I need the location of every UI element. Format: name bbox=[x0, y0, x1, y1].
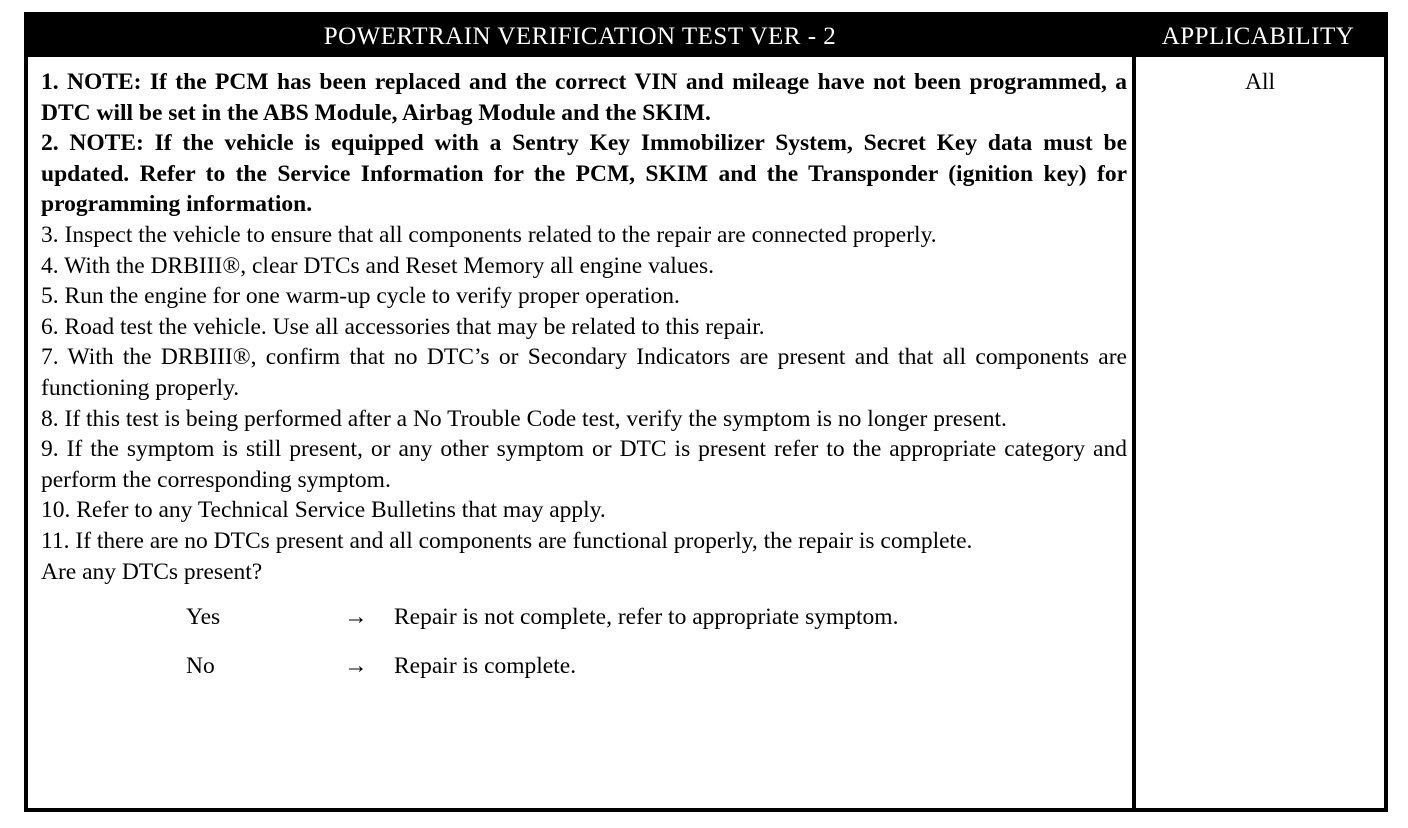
table-header bbox=[28, 16, 1384, 57]
test-table bbox=[24, 12, 1388, 812]
step-1: 1. NOTE: If the PCM has been replaced and the correct VIN and mileage have not been programmed, a DTC will be set in the ABS Module, Airbag Module and the SKIM. bbox=[41, 69, 1127, 126]
question: Are any DTCs present? bbox=[41, 558, 263, 585]
answer-no-key: No bbox=[186, 653, 215, 680]
step-10: 10. Refer to any Technical Service Bulletins that may apply. bbox=[41, 497, 606, 524]
step-5: 5. Run the engine for one warm-up cycle to verify proper operation. bbox=[41, 283, 680, 310]
step-4: 4. With the DRBIII®, clear DTCs and Reset Memory all engine values. bbox=[41, 252, 715, 279]
step-11: 11. If there are no DTCs present and all components are functional properly, the repair is complete. bbox=[41, 527, 973, 554]
test-title: POWERTRAIN VERIFICATION TEST VER - 2 bbox=[323, 22, 837, 50]
answer-no-result: Repair is complete. bbox=[394, 653, 577, 680]
step-7: 7. With the DRBIII®, confirm that no DTC’s or Secondary Indicators are present and that all components are functioning properly. bbox=[41, 344, 1127, 401]
answer-yes-key: Yes bbox=[186, 604, 221, 631]
answer-yes-result: Repair is not complete, refer to appropriate symptom. bbox=[394, 604, 899, 631]
step-8: 8. If this test is being performed after a No Trouble Code test, verify the symptom is no longer present. bbox=[41, 405, 1007, 432]
answer-options bbox=[41, 602, 1127, 700]
step-6: 6. Road test the vehicle. Use all accessories that may be related to this repair. bbox=[41, 313, 765, 340]
arrow-icon: → bbox=[344, 604, 368, 631]
step-2: 2. NOTE: If the vehicle is equipped with a Sentry Key Immobilizer System, Secret Key data must be updated. Refer to the Service Information for the PCM, SKIM and the Transponder (ignition key) for programming information. bbox=[41, 130, 1127, 218]
applicability-header: APPLICABILITY bbox=[1161, 22, 1355, 50]
answer-yes bbox=[41, 602, 1127, 651]
step-9: 9. If the symptom is still present, or any other symptom or DTC is present refer to the appropriate category and perform the corresponding symptom. bbox=[41, 436, 1127, 493]
arrow-icon: → bbox=[344, 653, 368, 680]
step-3: 3. Inspect the vehicle to ensure that all components related to the repair are connected properly. bbox=[41, 221, 937, 248]
column-divider bbox=[1132, 57, 1136, 808]
applicability-value: All bbox=[1244, 69, 1276, 95]
procedure-content bbox=[41, 67, 1127, 700]
answer-no bbox=[41, 651, 1127, 700]
